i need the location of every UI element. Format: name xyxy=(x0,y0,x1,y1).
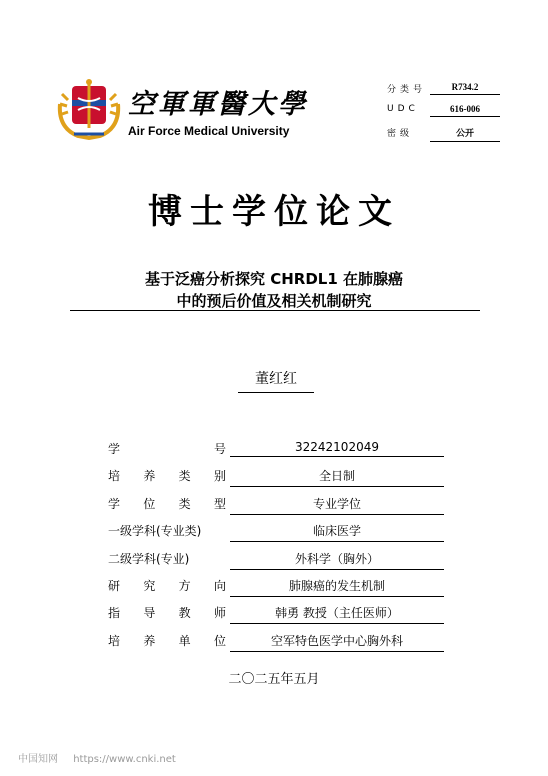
university-name-en: Air Force Medical University xyxy=(128,124,290,138)
info-label: 研 究 方 向 xyxy=(108,579,226,593)
info-value: 韩勇 教授（主任医师） xyxy=(230,604,444,624)
udc-value: 616-006 xyxy=(430,104,500,117)
author-name: 董红红 xyxy=(238,368,314,393)
thesis-title-line2: 中的预后价值及相关机制研究 xyxy=(176,292,372,310)
info-label: 学 号 xyxy=(108,442,226,456)
classification-value: R734.2 xyxy=(430,82,500,95)
info-label: 二级学科(专业) xyxy=(108,552,190,566)
info-value: 临床医学 xyxy=(230,522,444,542)
info-value: 全日制 xyxy=(230,467,444,487)
info-label: 学 位 类 型 xyxy=(108,497,226,511)
udc-label: UDC xyxy=(387,104,419,114)
security-value: 公开 xyxy=(430,126,500,142)
submission-date: 二〇二五年五月 xyxy=(228,672,320,687)
footer-watermark xyxy=(18,750,188,765)
footer-url[interactable]: https://www.cnki.net xyxy=(73,754,176,765)
info-value: 外科学（胸外） xyxy=(230,550,444,570)
info-value: 空军特色医学中心胸外科 xyxy=(230,632,444,652)
footer-brand: 中国知网 xyxy=(18,754,58,765)
info-label: 培 养 类 别 xyxy=(108,469,226,483)
security-label: 密级 xyxy=(387,129,414,139)
info-label: 指 导 教 师 xyxy=(108,606,226,620)
info-value: 专业学位 xyxy=(230,495,444,515)
title-underline xyxy=(70,310,480,311)
info-label: 一级学科(专业类) xyxy=(108,524,202,538)
university-name-cn: 空軍軍醫大學 xyxy=(128,89,308,120)
info-value: 肺腺癌的发生机制 xyxy=(230,577,444,597)
degree-title: 博士学位论文 xyxy=(148,192,400,232)
thesis-title-line1: 基于泛癌分析探究 CHRDL1 在肺腺癌 xyxy=(144,270,403,288)
classification-label: 分类号 xyxy=(387,85,427,95)
university-emblem xyxy=(56,78,122,140)
info-label: 培 养 单 位 xyxy=(108,634,226,648)
info-value: 32242102049 xyxy=(230,440,444,457)
